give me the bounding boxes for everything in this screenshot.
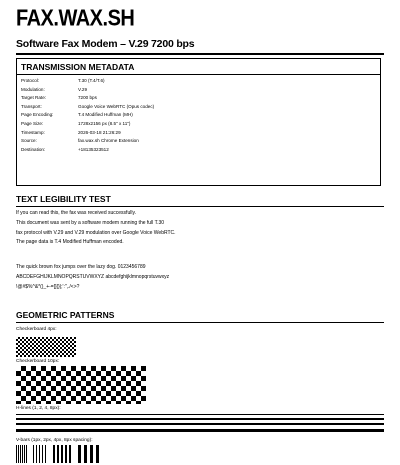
vertical-bar [78,445,81,463]
vertical-bar [20,445,21,463]
metadata-label: Protocol: [21,78,40,83]
legibility-line: fax protocol with V.29 and V.29 modulation over Google Voice WebRTC. [16,229,176,236]
vertical-bar [90,445,93,463]
pangram-line: ABCDEFGHIJKLMNOPQRSTUVWXYZ abcdefghijklmnopqrstuvwxyz [16,273,170,280]
metadata-label: Page Encoding: [21,112,54,118]
page-subtitle: Software Fax Modem – V.29 7200 bps [16,38,195,50]
hlines-label: H-lines (1, 2, 4, 8px): [16,406,61,411]
legibility-section-divider [16,206,384,207]
metadata-value: 7200 bps [78,95,97,101]
metadata-row [19,121,378,130]
metadata-label: Source: [21,138,37,144]
pangram-line: The quick brown fox jumps over the lazy dog. 0123456789 [16,264,146,270]
metadata-title-divider [17,74,380,75]
legibility-line: If you can read this, the fax was received successfully. [16,210,136,216]
vertical-bar [53,445,55,463]
metadata-row [19,104,378,113]
legibility-section-title: TEXT LEGIBILITY TEST [16,194,111,204]
metadata-label: Target Rate: [21,95,47,101]
metadata-title: TRANSMISSION METADATA [21,62,135,72]
legibility-paragraph [16,209,376,248]
metadata-table [19,78,378,155]
metadata-row [19,87,378,96]
hline-2px [16,418,384,420]
vertical-bars [16,445,116,463]
metadata-label: Transport: [21,103,42,109]
vertical-bar [61,445,63,463]
vertical-bar [45,445,46,463]
vertical-bar [24,445,25,463]
pangram-line: !@#$%^&*()_+-=[]{}|;':",./<>? [16,283,80,290]
patterns-section-divider [16,322,384,323]
vertical-bar [18,445,19,463]
checkerboard-10px [16,366,146,404]
metadata-row [19,130,378,139]
metadata-value: +18135323512 [78,146,109,152]
hline-8px [16,429,384,432]
pangram-paragraph [16,263,376,292]
hline-4px [16,423,384,425]
metadata-label: Page Size: [21,120,44,126]
metadata-value: V.29 [78,86,88,92]
vertical-bar [57,445,59,463]
checkerboard-4px [16,337,76,357]
transmission-metadata-box [16,58,381,186]
checker4-label: Checkerboard 4px: [16,327,57,332]
metadata-value: T.4 Modified Huffman (MH) [78,112,133,118]
brand-title: FAX.WAX.SH [16,6,135,32]
metadata-label: Modulation: [21,86,45,92]
vertical-bar [16,445,17,463]
metadata-value: fax.wax.sh Chrome Extension [78,138,139,144]
metadata-value: T.30 (T.4/T.6) [78,78,105,83]
patterns-section-title: GEOMETRIC PATTERNS [16,310,115,320]
vertical-bar [39,445,40,463]
metadata-value: 2026-03-18 21:26:29 [78,129,121,135]
metadata-row [19,95,378,104]
vertical-bar [22,445,23,463]
checker10-label: Checkerboard 10px: [16,359,60,364]
legibility-line: This document was sent by a software modem running the full T.30 [16,219,165,226]
vertical-bar [42,445,43,463]
vertical-bar [33,445,34,463]
metadata-value: Google Voice WebRTC (Opus codec) [78,103,155,109]
header-divider [16,53,384,55]
vertical-bar [65,445,67,463]
metadata-row [19,112,378,121]
metadata-label: Destination: [21,146,46,152]
metadata-row [19,138,378,147]
hline-1px [16,414,384,415]
vbars-label: V-bars (1px, 2px, 4px, 8px spacing): [16,438,93,443]
vertical-bar [36,445,37,463]
vertical-bar [96,445,99,463]
metadata-label: Timestamp: [21,129,45,135]
vertical-bar [84,445,87,463]
metadata-row [19,78,378,87]
metadata-value: 1728x2156 px (8.5" x 11") [78,120,131,126]
vertical-bar [26,445,27,463]
legibility-line: The page data is T.4 Modified Huffman encoded. [16,239,124,246]
vertical-bar [69,445,71,463]
metadata-row [19,147,378,156]
